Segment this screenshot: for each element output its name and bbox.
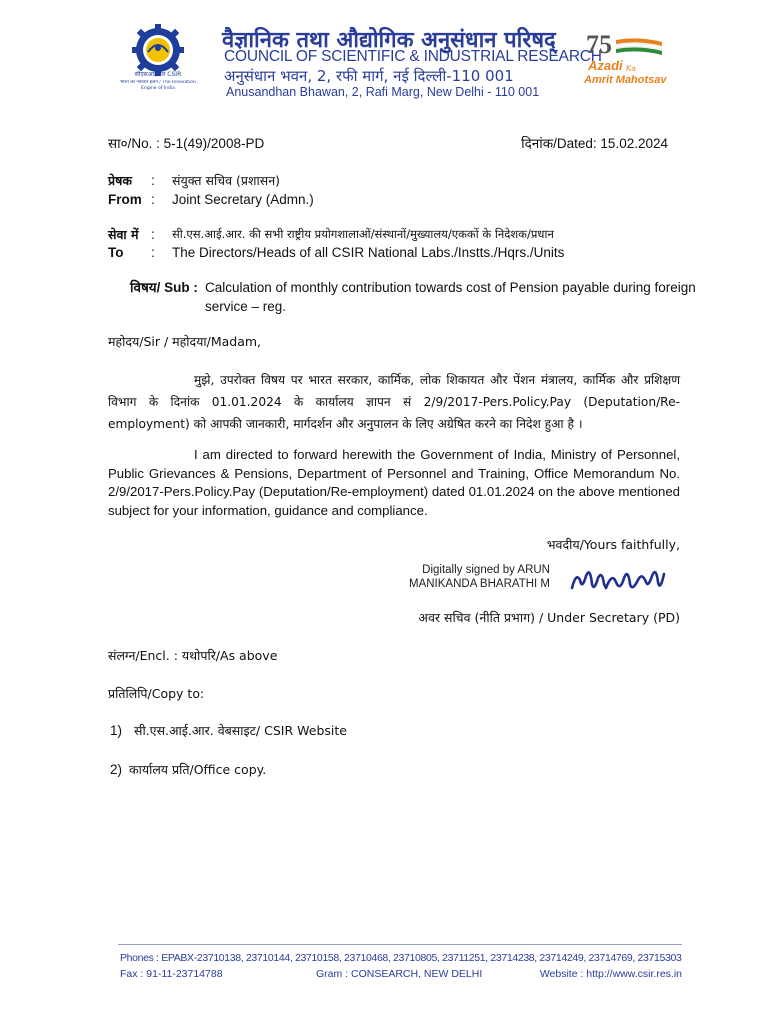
copy-item-number: 2) (110, 762, 123, 777)
org-name-english: COUNCIL OF SCIENTIFIC & INDUSTRIAL RESEARCH (224, 48, 602, 65)
flag-icon (614, 36, 664, 58)
letter-date: दिनांक/Dated: 15.02.2024 (521, 136, 668, 151)
copy-item-number: 1) (110, 723, 123, 738)
to-colon-1: : (151, 227, 155, 242)
subject-line2: service – reg. (205, 299, 287, 314)
to-label-hindi: सेवा में (108, 227, 139, 242)
closing: भवदीय/Yours faithfully, (546, 537, 680, 552)
signatory-designation: अवर सचिव (नीति प्रभाग) / Under Secretary (PD) (418, 610, 680, 625)
logo-caption: सीएसआईआर CSIR (134, 71, 182, 78)
to-value-english: The Directors/Heads of all CSIR National Labs./Instts./Hqrs./Units (172, 245, 565, 260)
from-label-english: From (108, 192, 142, 207)
salutation: महोदय/Sir / महोदया/Madam, (108, 334, 262, 349)
to-label-english: To (108, 245, 124, 260)
enclosure: संलग्न/Encl. : यथोपरि/As above (108, 648, 278, 663)
from-colon-1: : (151, 173, 155, 188)
handwritten-signature (568, 562, 672, 596)
address-hindi: अनुसंधान भवन, 2, रफी मार्ग, नई दिल्ली-110 001 (224, 67, 514, 85)
footer-gram: Gram : CONSEARCH, NEW DELHI (316, 968, 483, 980)
copy-to-heading: प्रतिलिपि/Copy to: (108, 686, 205, 701)
from-colon-2: : (151, 192, 155, 207)
azadi-ka-amrit-mahotsav-logo (584, 30, 684, 94)
address-english: Anusandhan Bhawan, 2, Rafi Marg, New Delhi - 110 001 (226, 85, 540, 99)
azadi-line1: Azadi (588, 58, 623, 73)
org-name-hindi: वैज्ञानिक तथा औद्योगिक अनुसंधान परिषद् (222, 28, 556, 53)
copy-item-text: कार्यालय प्रति/Office copy. (129, 762, 267, 777)
digital-signature-line2: MANIKANDA BHARATHI M (409, 578, 550, 590)
subject-label: विषय/ Sub : (130, 280, 198, 295)
copy-item-text: सी.एस.आई.आर. वेबसाइट/ CSIR Website (134, 723, 347, 738)
body-paragraph-english: I am directed to forward herewith the Government of India, Ministry of Personnel, Public Grievances & Pensions, Department of Personnel and Training, Office Memorandum No. 2/9/2017-Pers.Policy.Pay (Deputation/Re-employment) dated 01.01.2024 on the above mentioned subject for your information, guidance and compliance. (108, 447, 680, 518)
footer-phones: Phones : EPABX-23710138, 23710144, 23710158, 23710468, 23710805, 23711251, 23714238, 23714249, 23714769, 23715303 (120, 952, 682, 964)
body-paragraph-hindi: मुझे, उपरोक्त विषय पर भारत सरकार, कार्मिक, लोक शिकायत और पेंशन मंत्रालय, कार्मिक और प्रशिक्षण विभाग के दिनांक 01.01.2024 के कार्यालय ज्ञापन सं 2/9/2017-Pers.Policy.Pay (Deputation/Re-employment) को आपकी जानकारी, मार्गदर्शन और अनुपालन के लिए अग्रेषित करने का निदेश हुआ है । (108, 373, 680, 431)
subject-line1: Calculation of monthly contribution towards cost of Pension payable during foreign (205, 280, 696, 295)
to-colon-2: : (151, 245, 155, 260)
footer-fax: Fax : 91-11-23714788 (120, 968, 223, 980)
azadi-line2: Amrit Mahotsav (584, 74, 667, 86)
from-value-english: Joint Secretary (Admn.) (172, 192, 314, 207)
reference-number: सा०/No. : 5-1(49)/2008-PD (108, 136, 265, 151)
azadi-75: 75 (586, 30, 612, 59)
from-value-hindi: संयुक्त सचिव (प्रशासन) (172, 173, 281, 188)
from-label-hindi: प्रेषक (108, 173, 132, 188)
footer-divider (118, 944, 682, 945)
digital-signature-line1: Digitally signed by ARUN (422, 564, 550, 576)
logo-subcaption: भारत का नवाचार इंजन / The Innovation Engine of India (120, 80, 196, 91)
to-value-hindi: सी.एस.आई.आर. की सभी राष्ट्रीय प्रयोगशालाओं/संस्थानों/मुख्यालय/एककों के निदेशक/प्रधान (172, 227, 554, 241)
footer-website: Website : http://www.csir.res.in (539, 968, 682, 980)
digital-signature-text (409, 563, 550, 591)
azadi-ka: Ka (626, 64, 636, 73)
